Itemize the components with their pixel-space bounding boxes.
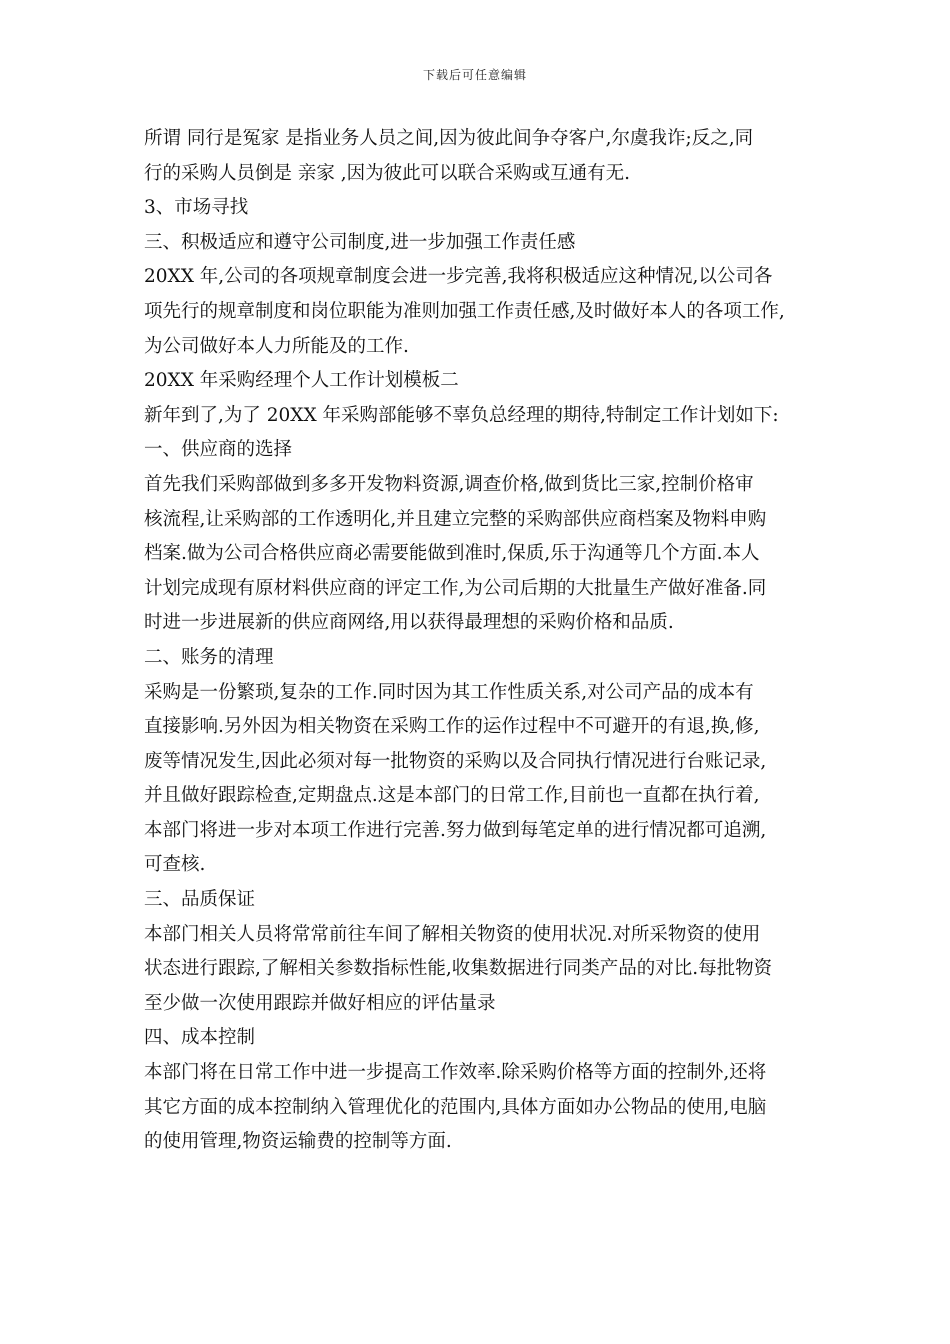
text-line: 20XX 年,公司的各项规章制度会进一步完善,我将积极适应这种情况,以公司各: [144, 266, 773, 288]
text-line: 的使用管理,物资运输费的控制等方面.: [144, 1131, 452, 1153]
text-line: 直接影响.另外因为相关物资在采购工作的运作过程中不可避开的有退,换,修,: [144, 716, 760, 738]
section-heading: 三、积极适应和遵守公司制度,进一步加强工作责任感: [144, 231, 576, 253]
text-line: 可查核.: [144, 854, 206, 876]
section-heading: 四、成本控制: [144, 1027, 256, 1049]
text-line: 行的采购人员倒是 亲家 ,因为彼此可以联合采购或互通有无.: [144, 162, 631, 184]
text-line: 采购是一份繁琐,复杂的工作.同时因为其工作性质关系,对公司产品的成本有: [144, 681, 754, 703]
text-line: 新年到了,为了 20XX 年采购部能够不辜负总经理的期待,特制定工作计划如下:: [144, 404, 779, 426]
text-line: 并且做好跟踪检查,定期盘点.这是本部门的日常工作,目前也一直都在执行着,: [144, 785, 760, 807]
section-heading: 一、供应商的选择: [144, 439, 293, 461]
text-line: 本部门将在日常工作中进一步提高工作效率.除采购价格等方面的控制外,还将: [144, 1062, 767, 1084]
text-line: 首先我们采购部做到多多开发物料资源,调查价格,做到货比三家,控制价格审: [144, 473, 754, 495]
text-line: 废等情况发生,因此必须对每一批物资的采购以及合同执行情况进行台账记录,: [144, 750, 767, 772]
text-line: 本部门将进一步对本项工作进行完善.努力做到每笔定单的进行情况都可追溯,: [144, 819, 767, 841]
text-line: 项先行的规章制度和岗位职能为准则加强工作责任感,及时做好本人的各项工作,: [144, 300, 785, 322]
text-line: 为公司做好本人力所能及的工作.: [144, 335, 409, 357]
section-heading: 3、市场寻找: [144, 197, 249, 219]
text-line: 时进一步进展新的供应商网络,用以获得最理想的采购价格和品质.: [144, 612, 674, 634]
text-line: 计划完成现有原材料供应商的评定工作,为公司后期的大批量生产做好准备.同: [144, 577, 767, 599]
text-line: 状态进行跟踪,了解相关参数指标性能,收集数据进行同类产品的对比.每批物资: [144, 958, 773, 980]
document-subtitle: 20XX 年采购经理个人工作计划模板二: [144, 370, 459, 392]
text-line: 至少做一次使用跟踪并做好相应的评估量录: [144, 992, 496, 1014]
text-line: 核流程,让采购部的工作透明化,并且建立完整的采购部供应商档案及物料申购: [144, 508, 767, 530]
section-heading: 三、品质保证: [144, 889, 256, 911]
text-line: 其它方面的成本控制纳入管理优化的范围内,具体方面如办公物品的使用,电脑: [144, 1096, 767, 1118]
page-header: 下载后可任意编辑: [422, 68, 527, 82]
text-line: 本部门相关人员将常常前往车间了解相关物资的使用状况.对所采物资的使用: [144, 923, 761, 945]
document-body: [144, 122, 816, 1160]
section-heading: 二、账务的清理: [144, 646, 274, 668]
text-line: 档案.做为公司合格供应商必需要能做到准时,保质,乐于沟通等几个方面.本人: [144, 543, 760, 565]
text-line: 所谓 同行是冤家 是指业务人员之间,因为彼此间争夺客户,尔虞我诈;反之,同: [144, 128, 754, 149]
